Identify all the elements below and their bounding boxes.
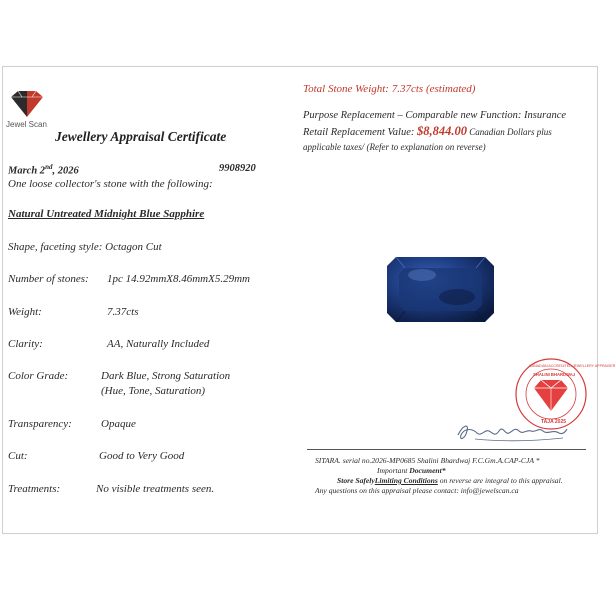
seal-name-text: SHALINI BHARDWAJ (533, 372, 576, 377)
retail-price: $8,844.00 (417, 124, 467, 138)
footer-contact: Any questions on this appraisal please contact: info@jewelscan.ca (315, 486, 519, 495)
stone-heading: Natural Untreated Midnight Blue Sapphire (8, 208, 205, 220)
certificate-number: 9908920 (219, 163, 256, 174)
jewel-scan-logo-icon (9, 89, 45, 119)
color-grade-value: Dark Blue, Strong Saturation (101, 370, 231, 382)
treatments-label: Treatments: (8, 483, 61, 495)
seal-year-text: TAJA 2025 (541, 419, 567, 425)
color-grade-label: Color Grade: (8, 370, 69, 382)
signature-image (455, 417, 570, 447)
certificate-card (2, 66, 615, 534)
shape-line: Shape, faceting style: Octagon Cut (8, 241, 162, 253)
color-grade-note: (Hue, Tone, Saturation) (101, 385, 206, 397)
clarity-value: AA, Naturally Included (107, 338, 210, 350)
footer-conditions: Store SafelyLimiting Conditions on reverse are integral to this appraisal. (337, 476, 563, 485)
cut-value: Good to Very Good (99, 450, 185, 462)
intro-text: One loose collector's stone with the following: (8, 178, 213, 190)
total-stone-weight: Total Stone Weight: 7.37cts (estimated) (303, 83, 476, 95)
stones-label: Number of stones: (8, 273, 89, 285)
clarity-label: Clarity: (8, 338, 43, 350)
footer-divider (307, 449, 586, 450)
footer-important: Important Document* (377, 466, 446, 475)
footer-serial: SITARA. serial no.2026-MP0685 Shalini Bhardwaj F.C.Gm.A.CAP-CJA * (315, 456, 540, 465)
cut-label: Cut: (8, 450, 28, 462)
weight-value: 7.37cts (107, 306, 139, 318)
transparency-label: Transparency: (8, 418, 72, 430)
treatments-value: No visible treatments seen. (96, 483, 215, 495)
brand-name: Jewel Scan (6, 120, 47, 129)
certificate-title: Jewellery Appraisal Certificate (55, 129, 227, 144)
weight-label: Weight: (8, 306, 42, 318)
retail-value-line: Retail Replacement Value: $8,844.00 Canadian Dollars plus (303, 124, 552, 138)
purpose-line: Purpose Replacement – Comparable new Function: Insurance (303, 110, 567, 121)
transparency-value: Opaque (101, 418, 136, 430)
issue-date: March 2nd, 2026 (8, 163, 79, 177)
seal-top-text: CANADIAN ACCREDITED JEWELLERY APPRAISER (529, 364, 615, 368)
taxes-note: applicable taxes/ (Refer to explanation on reverse) (303, 142, 486, 152)
sapphire-stone-image (387, 257, 494, 322)
stones-value: 1pc 14.92mmX8.46mmX5.29mm (107, 273, 250, 285)
